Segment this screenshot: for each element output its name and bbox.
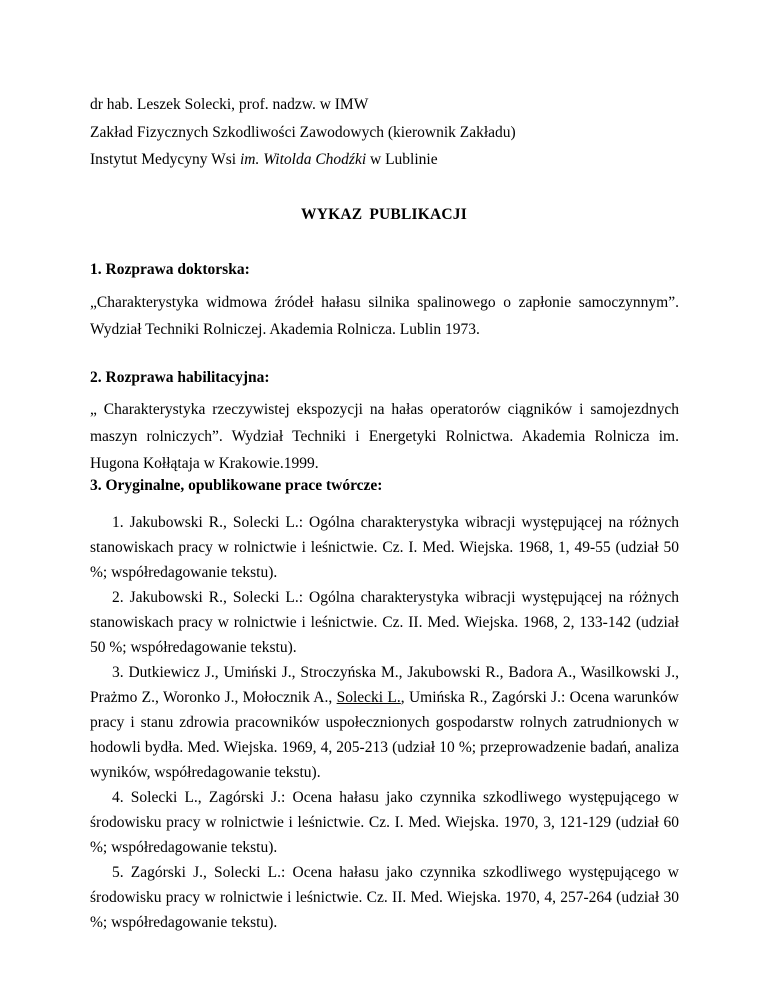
page-title: WYKAZ PUBLIKACJI [301, 206, 467, 223]
publication-3-underlined-author: Solecki L. [336, 689, 401, 706]
publication-item-5: 5. Zagórski J., Solecki L.: Ocena hałasu jako czynnika szkodliwego występującego w środowisku pracy w rolnictwie i leśnictwie. Cz. II. Med. Wiejska. 1970, 4, 257-264 (udział 30 %; współredagowanie tekstu). [90, 864, 679, 931]
section-2-heading: 2. Rozprawa habilitacyjna: [90, 369, 270, 386]
publication-item-4: 4. Solecki L., Zagórski J.: Ocena hałasu jako czynnika szkodliwego występującego w środowisku pracy w rolnictwie i leśnictwie. Cz. I. Med. Wiejska. 1970, 3, 121-129 (udział 60 %; współredagowanie tekstu). [90, 789, 679, 856]
publication-item-1: 1. Jakubowski R., Solecki L.: Ogólna charakterystyka wibracji występującej na różnych stanowiskach pracy w rolnictwie i leśnictwie. Cz. I. Med. Wiejska. 1968, 1, 49-55 (udział 50 %; współredagowanie tekstu). [90, 514, 679, 581]
publication-3-authors-start: 3. Dutkiewicz J., Umiński J., Stroczyńska M., Jakubowski R., Badora A., Wasilkowski J., Prażmo Z., Woronko J., Mołocznik A., [90, 664, 679, 706]
institute-line [90, 150, 438, 170]
publication-3-rest: , Umińska R., Zagórski J.: Ocena warunków pracy i stanu zdrowia pracowników uspołecznionych gospodarstw rolnych zatrudnionych w hodowli bydła. Med. Wiejska. 1969, 4, 205-213 (udział 10 %; przeprowadzenie badań, analiza wyników, współredagowanie tekstu). [90, 689, 679, 781]
section-3-heading: 3. Oryginalne, opublikowane prace twórcze: [90, 477, 383, 494]
publication-item-3 [90, 660, 679, 785]
section-1-text: „Charakterystyka widmowa źródeł hałasu silnika spalinowego o zapłonie samoczynnym”. Wydział Techniki Rolniczej. Akademia Rolnicza. Lublin 1973. [90, 294, 679, 338]
department-line: Zakład Fizycznych Szkodliwości Zawodowych (kierownik Zakładu) [90, 124, 516, 141]
publication-item-2: 2. Jakubowski R., Solecki L.: Ogólna charakterystyka wibracji występującej na różnych stanowiskach pracy w rolnictwie i leśnictwie. Cz. II. Med. Wiejska. 1968, 2, 133-142 (udział 50 %; współredagowanie tekstu). [90, 589, 679, 656]
publication-list [90, 510, 679, 935]
author-line: dr hab. Leszek Solecki, prof. nadzw. w IMW [90, 96, 369, 113]
institute-patron: im. Witolda Chodźki [239, 151, 367, 168]
institute-name: Instytut Medycyny Wsi [90, 151, 240, 168]
section-1-heading: 1. Rozprawa doktorska: [90, 261, 250, 278]
section-2-text: „ Charakterystyka rzeczywistej ekspozycji na hałas operatorów ciągników i samojezdnych maszyn rolniczych”. Wydział Techniki i Energetyki Rolnictwa. Akademia Rolnicza im. Hugona Kołłątaja w Krakowie.1999. [90, 401, 679, 472]
institute-city: w Lublinie [366, 151, 438, 168]
